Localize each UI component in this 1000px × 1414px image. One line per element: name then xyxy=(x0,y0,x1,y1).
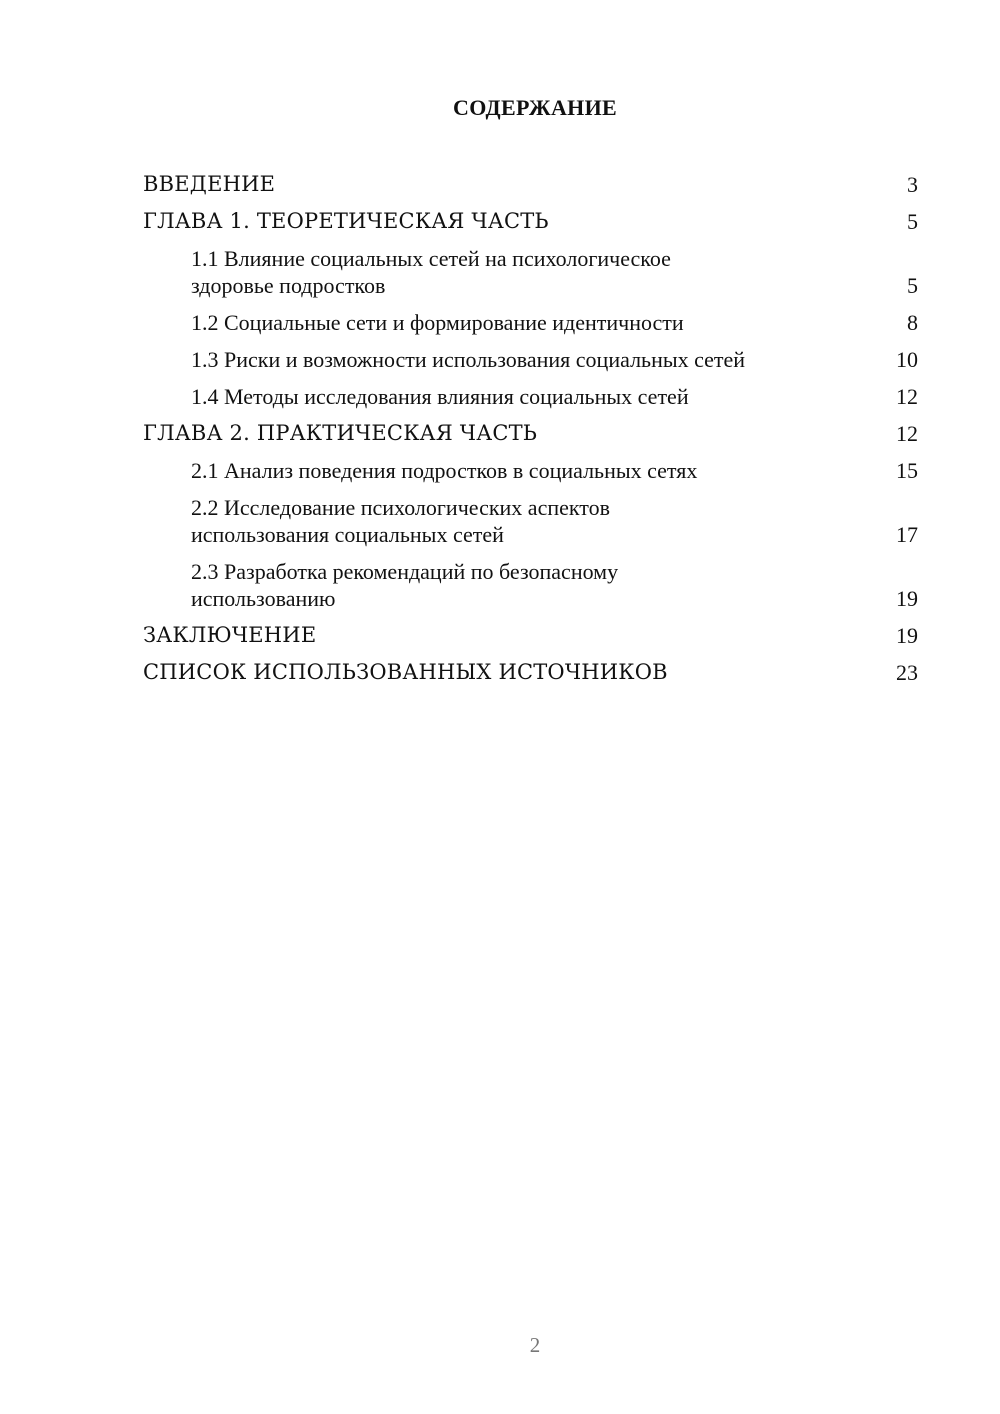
page-number: 2 xyxy=(529,1333,541,1357)
toc-entry-chapter-1[interactable] xyxy=(143,203,918,240)
toc-entry-text: 1.4 Методы исследования влияния социальных сетей xyxy=(191,384,689,409)
toc-entry-text: 1.3 Риски и возможности использования социальных сетей xyxy=(191,347,746,372)
toc-entry-page: 12 xyxy=(896,421,918,446)
page-title: СОДЕРЖАНИЕ xyxy=(453,95,617,120)
toc-entry-page: 19 xyxy=(896,623,918,648)
toc-entry-introduction[interactable] xyxy=(143,166,918,203)
toc-entry-text: ГЛАВА 2. ПРАКТИЧЕСКАЯ ЧАСТЬ xyxy=(143,421,538,445)
toc-entry-section-2-1[interactable] xyxy=(143,452,918,489)
toc-entry-text: СПИСОК ИСПОЛЬЗОВАННЫХ ИСТОЧНИКОВ xyxy=(143,660,668,684)
toc-entry-page: 23 xyxy=(896,660,918,685)
toc-entry-page: 17 xyxy=(896,522,918,547)
toc-entry-text: 1.1 Влияние социальных сетей на психологическое здоровье подростков xyxy=(191,246,671,298)
toc-entry-text: ЗАКЛЮЧЕНИЕ xyxy=(143,623,317,647)
toc-entry-text: 1.2 Социальные сети и формирование идентичности xyxy=(191,310,684,335)
toc-entry-text: 2.2 Исследование психологических аспектов использования социальных сетей xyxy=(191,495,610,547)
toc-entry-page: 8 xyxy=(907,310,918,335)
toc-entry-section-2-2[interactable] xyxy=(143,489,918,553)
toc-entry-text: 2.1 Анализ поведения подростков в социальных сетях xyxy=(191,458,698,483)
toc-entry-page: 19 xyxy=(896,586,918,611)
toc-entry-chapter-2[interactable] xyxy=(143,415,918,452)
toc-entry-text: 2.3 Разработка рекомендаций по безопасному использованию xyxy=(191,559,619,611)
toc-entry-section-1-1[interactable] xyxy=(143,240,918,304)
toc-entry-section-1-3[interactable] xyxy=(143,341,918,378)
toc-entry-page: 5 xyxy=(907,209,918,234)
toc-entry-page: 10 xyxy=(896,347,918,372)
toc-entry-page: 12 xyxy=(896,384,918,409)
toc-entry-section-1-2[interactable] xyxy=(143,304,918,341)
toc-entry-page: 3 xyxy=(907,172,918,197)
toc-entry-conclusion[interactable] xyxy=(143,617,918,654)
table-of-contents xyxy=(143,166,918,691)
toc-entry-section-1-4[interactable] xyxy=(143,378,918,415)
toc-entry-section-2-3[interactable] xyxy=(143,553,918,617)
toc-entry-text: ГЛАВА 1. ТЕОРЕТИЧЕСКАЯ ЧАСТЬ xyxy=(143,209,549,233)
toc-entry-page: 5 xyxy=(907,273,918,298)
toc-entry-text: ВВЕДЕНИЕ xyxy=(143,172,276,196)
toc-entry-references[interactable] xyxy=(143,654,918,691)
toc-entry-page: 15 xyxy=(896,458,918,483)
